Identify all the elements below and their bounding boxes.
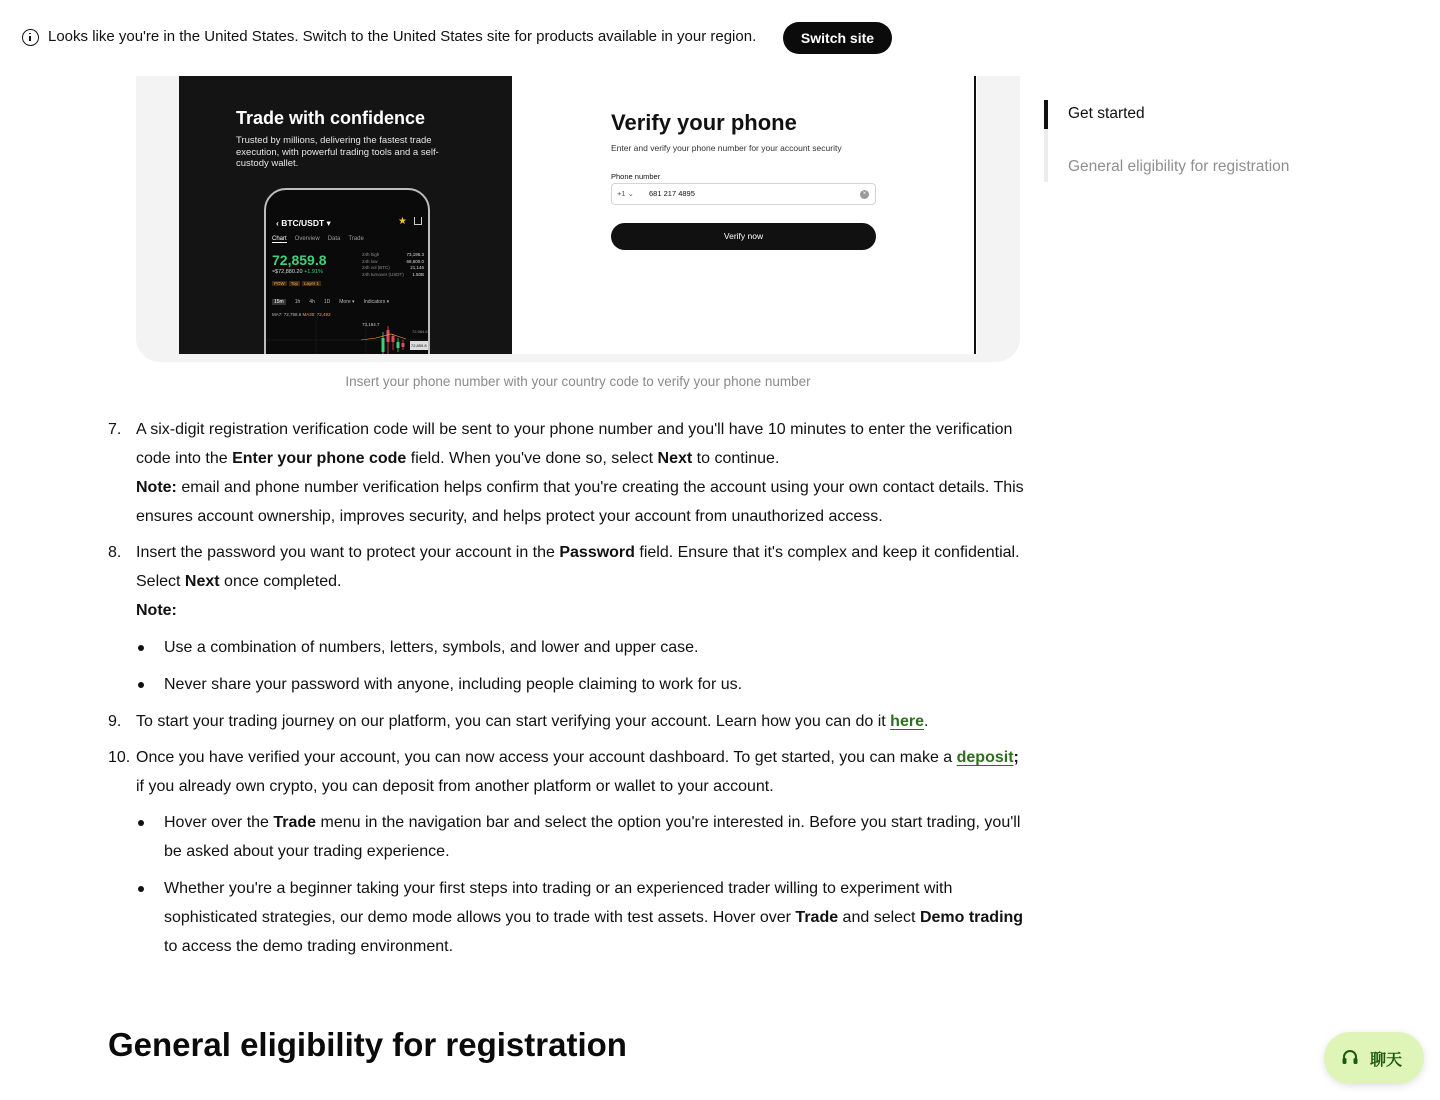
toc-item-get-started[interactable]: Get started (1044, 100, 1334, 129)
phone-intervals: 15m 1h 4h 1D More ▾ Indicators ▾ (274, 299, 390, 305)
article-steps (108, 415, 1028, 969)
chat-button[interactable] (1324, 1032, 1424, 1084)
list-item: Hover over the Trade menu in the navigation bar and select the option you're interested in. Before you start trading, you'll be asked about your trading experience. (136, 808, 1028, 866)
chart-right-label: 72,984.6 (412, 329, 428, 334)
promo-subtitle: Trusted by millions, delivering the fastest trade execution, with powerful trading tools and a self-custody wallet. (236, 135, 439, 169)
here-link[interactable]: here (890, 713, 924, 730)
promo-title: Trade with confidence (236, 108, 426, 128)
phone-number-field (611, 183, 876, 205)
headset-icon (1341, 1049, 1359, 1067)
region-banner (0, 0, 1440, 76)
phone-stats: 24h high 73,195.3 24h low 68,600.0 24h vol (BTC) 21,146 24h turnover (USDT) 1.50B (362, 252, 424, 277)
clear-icon: × (860, 190, 869, 199)
step-number: 9. (108, 713, 122, 730)
phone-number-label: Phone number (611, 172, 661, 181)
phone-tabs (272, 236, 372, 242)
phone-tab: Trade (348, 236, 364, 242)
figure-caption: Insert your phone number with your country code to verify your phone number (345, 374, 811, 389)
info-icon (22, 29, 39, 46)
step-number: 7. (108, 421, 122, 438)
phone-price: 72,859.8 (272, 252, 327, 268)
candlestick-chart (266, 320, 430, 354)
verify-now-button: Verify now (611, 223, 876, 250)
step-7: 7. A six-digit registration verification code will be sent to your phone number and you'll have 10 minutes to enter the verification code into the Enter your phone code field. When you've done so, select Next to continue. Note: email and phone number verification helps confirm that you're creating the account using your own contact details. This ensures account ownership, improves security, and helps protect your account from unauthorized access. (108, 415, 1028, 531)
section-heading: General eligibility for registration (108, 1026, 627, 1063)
deposit-link[interactable]: deposit (956, 749, 1014, 766)
chart-current-label: 72,859.8 (411, 343, 427, 348)
phone-mockup (264, 188, 430, 354)
phone-number-value: 681 217 4895 (649, 189, 695, 198)
switch-site-button[interactable]: Switch site (783, 22, 892, 54)
step-10: 10. Once you have verified your account, you can now access your account dashboard. To get started, you can make a deposit; if you already own crypto, you can deposit from another platform or wallet to your account. (108, 743, 1028, 801)
phone-ma: MA7: 72,758.6 MA30: 72,492 (272, 312, 331, 317)
figure-image (179, 40, 977, 354)
verify-phone-title: Verify your phone (611, 110, 797, 135)
banner-text: Looks like you're in the United States. Switch to the United States site for products available in your region. (48, 28, 757, 45)
verify-phone-subtitle: Enter and verify your phone number for your account security (611, 143, 842, 153)
phone-tab: Chart (272, 236, 287, 242)
country-code: +1 ⌄ (617, 189, 634, 198)
chart-high-label: 73,194.7 (362, 322, 380, 327)
table-of-contents (1044, 100, 1334, 182)
article-figure (136, 40, 1020, 362)
chat-label: 聊天 (1370, 1052, 1403, 1069)
step-number: 8. (108, 544, 122, 561)
star-icon: ★ (398, 216, 407, 227)
list-item: Never share your password with anyone, including people claiming to work for us. (136, 670, 1028, 699)
phone-tab: Data (327, 236, 341, 242)
phone-tab: Overview (294, 236, 320, 242)
list-item: Use a combination of numbers, letters, symbols, and lower and upper case. (136, 633, 1028, 662)
toc-item-general-eligibility[interactable]: General eligibility for registration (1044, 153, 1334, 182)
step-number: 10. (108, 749, 131, 766)
list-item: Whether you're a beginner taking your first steps into trading or an experienced trader willing to experiment with sophisticated strategies, our demo mode allows you to trade with test assets. Hover over Trade and select Demo trading to access the demo trading environment. (136, 874, 1028, 961)
divider-line (974, 76, 976, 354)
step-8: 8. Insert the password you want to protect your account in the Password field. Ensure that it's complex and keep it confidential. Select Next once completed. Note: (108, 538, 1028, 625)
promo-panel (179, 40, 512, 354)
step-9: 9. To start your trading journey on our platform, you can start verifying your account. Learn how you can do it here. (108, 707, 1028, 736)
phone-badges: POW Top Layer 1 (274, 281, 320, 286)
phone-price-sub: ≈$72,880.20 +1.91% (272, 269, 323, 275)
share-icon (414, 217, 422, 225)
trading-pair: ‹ BTC/USDT ▾ (276, 218, 331, 228)
